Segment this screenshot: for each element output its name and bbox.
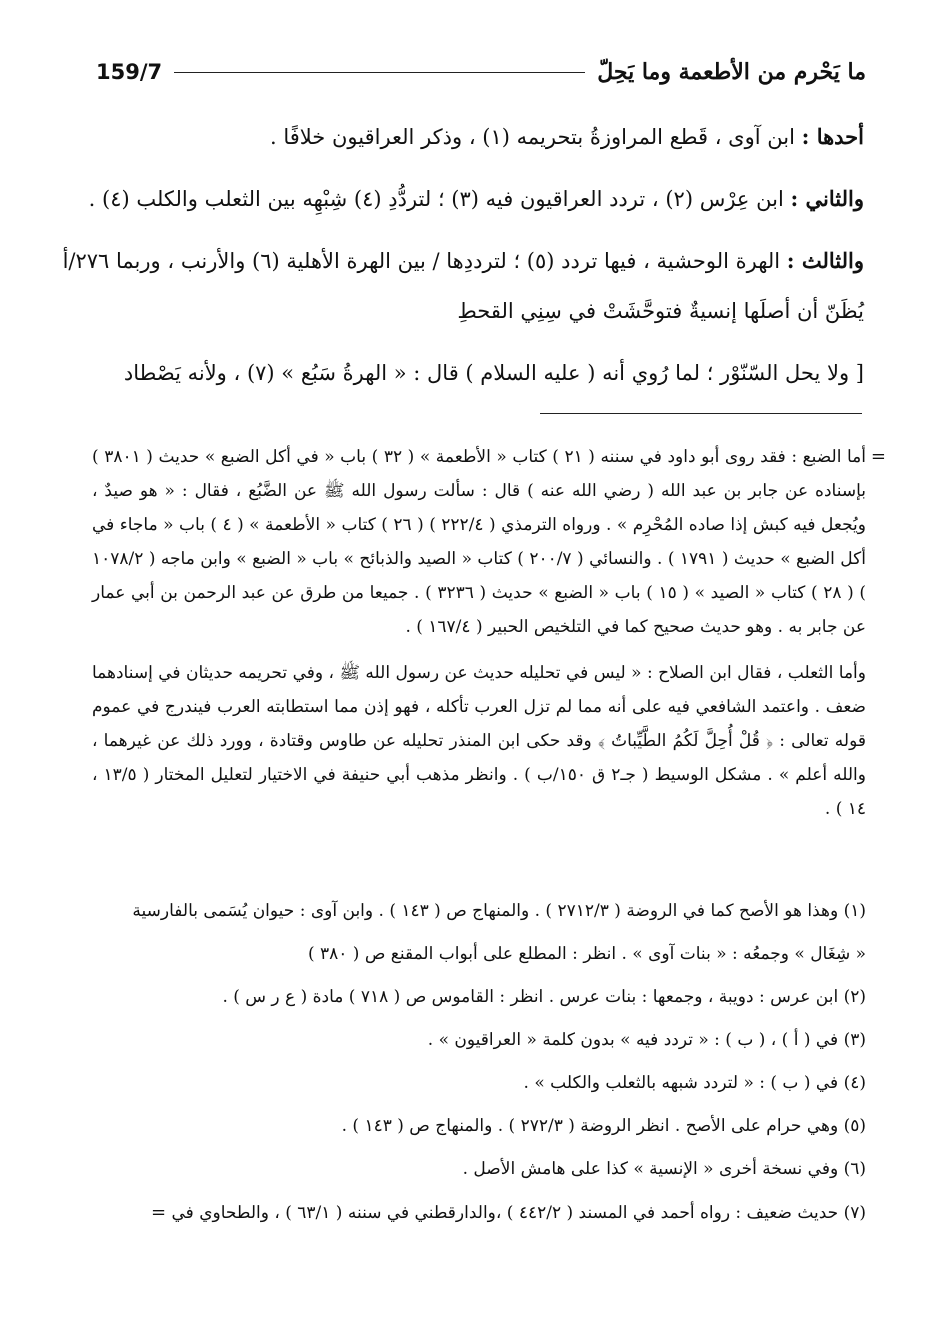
footnote-list [92,890,866,1235]
note-hyena: أما الضبع : فقد روى أبو داود في سننه ( ٢١ ) كتاب « الأطعمة » ( ٣٢ ) باب « في أكل الضبع » حديث ( ٣٨٠١ ) بإسناده عن جابر بن عبد الله ( رضي الله عنه ) قال : سألت رسول الله ﷺ عن الضَّبُع ، فقال : « هو صيدٌ ، ويُجعل فيه كبش إذا صاده المُحْرِم » . ورواه الترمذي ( ٢٢٢/٤ ) ( ٢٦ ) كتاب « الأطعمة » ( ٤ ) باب « ماجاء في أكل الضبع » حديث ( ١٧٩١ ) . والنسائي ( ٢٠٠/٧ ) كتاب « الصيد والذبائح » باب « الضبع » وابن ماجه ( ١٠٧٨/٢ ) ( ٢٨ ) كتاب « الصيد » ( ١٥ ) باب « الضبع » حديث ( ٣٢٣٦ ) . جميعا من طرق عن عبد الرحمن بن أبي عمار عن جابر به . وهو حديث صحيح كما في التلخيص الحبير ( ١٦٧/٤ ) . [92,447,866,637]
paragraph-lead: أحدها : [801,124,864,149]
paragraph-lead: والثالث : [786,248,864,273]
continuation-mark: = [870,446,886,467]
paragraph-text: الهرة الوحشية ، فيها تردد (٥) ؛ لترددِها / بين الهرة الأهلية (٦) والأرنب ، وربما ٢٧٦/أ يُظَنّ أن أصلَها إنسيةٌ فتوحَّشَتْ في سِنِي القحطِ [62,249,864,323]
paragraph-text: ابن آوى ، قَطع المراوزةُ بتحريمه (١) ، وذكر العراقيون خلافًا . [269,125,802,149]
page-number: 159/7 [96,60,163,84]
continuation-mark-end: = [151,1202,167,1223]
page-header [96,52,866,92]
paragraph-first [30,112,864,162]
footnote-text: (٧) حديث ضعيف : رواه أحمد في المسند ( ٤٤٢/٢ ) ،والدارقطني في سننه ( ٦٣/١ ) ، والطحاوي في [171,1203,866,1223]
main-text [30,112,864,410]
running-title: ما يَحْرم من الأطعمة وما يَحِلّ [597,59,866,85]
footnote-item: « شِغَال » وجمعُه : « بنات آوى » . انظر : المطلع على أبواب المقنع ص ( ٣٨٠ ) [307,944,866,964]
header-rule [174,72,585,73]
footnote-item: (٥) وهي حرام على الأصح . انظر الروضة ( ٢٧٢/٣ ) . والمنهاج ص ( ١٤٣ ) . [341,1116,866,1136]
footnote-continuation [92,440,886,838]
footnote-item: (٦) وفي نسخة أخرى « الإنسية » كذا على هامش الأصل . [462,1159,866,1179]
footnote-item: (١) وهذا هو الأصح كما في الروضة ( ٢٧١٢/٣ ) . والمنهاج ص ( ١٤٣ ) . وابن آوى : حيوان يُسَمى بالفارسية [132,901,866,921]
footnote-item: (٣) في ( أ ) ، ( ب ) : « تردد فيه » بدون كلمة « العراقيون » . [427,1030,866,1050]
footnote-item: (٢) ابن عرس : دويبة ، وجمعها : بنات عرس . انظر : القاموس ص ( ٧١٨ ) مادة ( ع ر س ) . [222,987,866,1007]
paragraph-text: ابن عِرْس (٢) ، تردد العراقيون فيه (٣) ؛ لتردُّدِ (٤) شِبْهِه بين الثعلب والكلب (٤) . [88,187,791,211]
paragraph-second [30,174,864,224]
footnote-separator [540,413,862,414]
paragraph-third [30,236,864,336]
paragraph-fourth: [ ولا يحل السّنّوْر ؛ لما رُوي أنه ( عليه السلام ) قال : « الهرةُ سَبُع » (٧) ، ولأنه يَصْطاد [123,361,864,385]
footnote-item: (٤) في ( ب ) : « لتردد شبهه بالثعلب والكلب » . [523,1073,866,1093]
footnote-item-last [92,1191,866,1235]
paragraph-lead: والثاني : [790,186,864,211]
note-fox: وأما الثعلب ، فقال ابن الصلاح : « ليس في تحليله حديث عن رسول الله ﷺ ، وفي تحريمه حديثان في إسنادهما ضعف . واعتمد الشافعي فيه على أنه مما لم تزل العرب تأكله ، فهو إذن مما استطابته العرب فيندرج في عموم قوله تعالى : ﴿ قُلْ أُحِلَّ لَكُمُ الطَّيِّباتُ ﴾ وقد حكى ابن المنذر تحليله عن طاوس وقتادة ، وورد ذلك عن غيرهما ، والله أعلم » . مشكل الوسيط ( جـ٢ ق ١٥٠/ب ) . وانظر مذهب أبي حنيفة في الاختيار لتعليل المختار ( ١٣/٥ ، ١٤ ) . [92,663,866,819]
